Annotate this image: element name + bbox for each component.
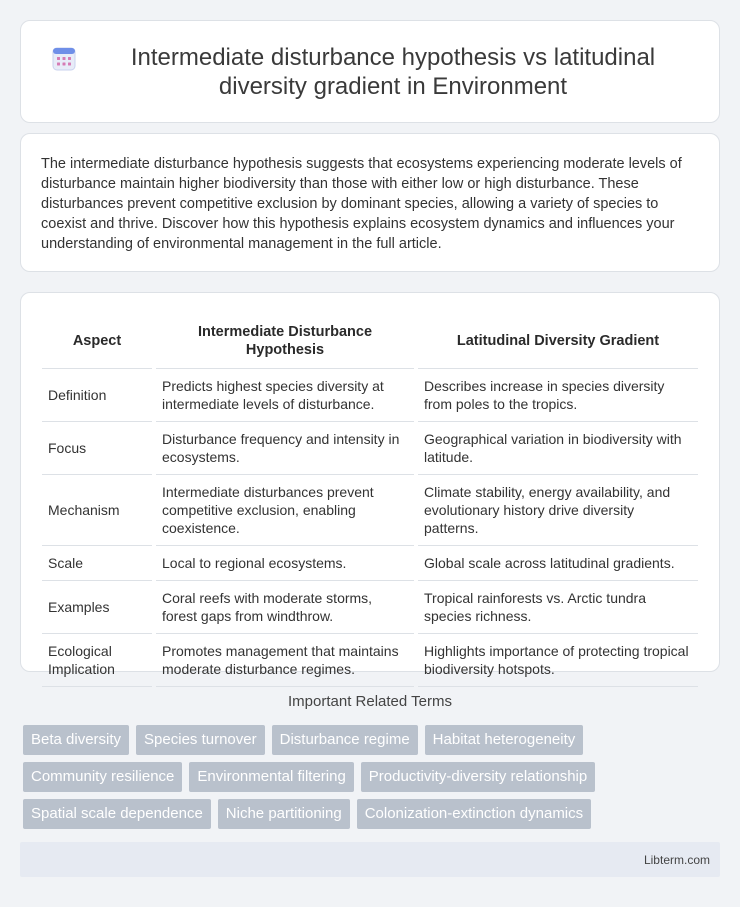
idh-cell: Coral reefs with moderate storms, forest gaps from windthrow. bbox=[156, 581, 414, 634]
header-latitudinal-gradient: Latitudinal Diversity Gradient bbox=[418, 307, 698, 369]
calendar-grid-icon bbox=[51, 46, 77, 72]
related-terms-title: Important Related Terms bbox=[288, 693, 452, 710]
tag-productivity-diversity[interactable]: Productivity-diversity relationship bbox=[361, 762, 595, 792]
tag-habitat-heterogeneity[interactable]: Habitat heterogeneity bbox=[425, 725, 584, 755]
idh-cell: Disturbance frequency and intensity in ecosystems. bbox=[156, 422, 414, 475]
ldg-cell: Global scale across latitudinal gradients. bbox=[418, 546, 698, 581]
ldg-cell: Highlights importance of protecting tropical biodiversity hotspots. bbox=[418, 634, 698, 687]
table-row bbox=[42, 422, 698, 475]
aspect-cell: Focus bbox=[42, 422, 152, 475]
tag-row bbox=[23, 799, 723, 829]
aspect-cell: Scale bbox=[42, 546, 152, 581]
tag-environmental-filtering[interactable]: Environmental filtering bbox=[189, 762, 353, 792]
aspect-cell: Examples bbox=[42, 581, 152, 634]
aspect-cell: Definition bbox=[42, 369, 152, 422]
page-title: Intermediate disturbance hypothesis vs latitudinal diversity gradient in Environment bbox=[130, 43, 656, 100]
table-body bbox=[42, 369, 698, 687]
tag-colonization-extinction[interactable]: Colonization-extinction dynamics bbox=[357, 799, 591, 829]
footer-site-link[interactable]: Libterm.com bbox=[643, 852, 710, 867]
header-aspect: Aspect bbox=[42, 307, 152, 369]
ldg-cell: Tropical rainforests vs. Arctic tundra species richness. bbox=[418, 581, 698, 634]
comparison-table bbox=[42, 307, 698, 687]
comparison-table-card bbox=[20, 292, 720, 677]
tag-species-turnover[interactable]: Species turnover bbox=[136, 725, 265, 755]
tag-spatial-scale-dependence[interactable]: Spatial scale dependence bbox=[23, 799, 211, 829]
ldg-cell: Geographical variation in biodiversity with latitude. bbox=[418, 422, 698, 475]
tag-row bbox=[23, 762, 723, 792]
header-intermediate-disturbance: Intermediate Disturbance Hypothesis bbox=[156, 307, 414, 369]
idh-cell: Promotes management that maintains moderate disturbance regimes. bbox=[156, 634, 414, 687]
idh-cell: Predicts highest species diversity at intermediate levels of disturbance. bbox=[156, 369, 414, 422]
title-card bbox=[20, 20, 720, 123]
tag-row bbox=[23, 725, 723, 755]
idh-cell: Local to regional ecosystems. bbox=[156, 546, 414, 581]
tag-community-resilience[interactable]: Community resilience bbox=[23, 762, 182, 792]
aspect-cell: Ecological Implication bbox=[42, 634, 152, 687]
tag-disturbance-regime[interactable]: Disturbance regime bbox=[272, 725, 418, 755]
ldg-cell: Describes increase in species diversity from poles to the tropics. bbox=[418, 369, 698, 422]
table-row bbox=[42, 546, 698, 581]
idh-cell: Intermediate disturbances prevent competitive exclusion, enabling coexistence. bbox=[156, 475, 414, 546]
ldg-cell: Climate stability, energy availability, and evolutionary history drive diversity patterns. bbox=[418, 475, 698, 546]
tag-niche-partitioning[interactable]: Niche partitioning bbox=[218, 799, 350, 829]
aspect-cell: Mechanism bbox=[42, 475, 152, 546]
intro-card bbox=[20, 133, 720, 272]
table-row bbox=[42, 581, 698, 634]
tag-beta-diversity[interactable]: Beta diversity bbox=[23, 725, 129, 755]
table-header-row bbox=[42, 307, 698, 369]
table-row bbox=[42, 634, 698, 687]
table-row bbox=[42, 369, 698, 422]
table-row bbox=[42, 475, 698, 546]
intro-paragraph: The intermediate disturbance hypothesis suggests that ecosystems experiencing moderate levels of disturbance maintain higher biodiversity than those with either low or high disturbance. These disturbances prevent competitive exclusion by dominant species, allowing a variety of species to coexist and thrive. Discover how this hypothesis explains ecosystem dynamics and influences your understanding of environmental management in the full article. bbox=[41, 156, 682, 252]
related-terms-list bbox=[23, 725, 723, 836]
footer bbox=[20, 842, 720, 877]
title-wrap bbox=[51, 43, 689, 101]
